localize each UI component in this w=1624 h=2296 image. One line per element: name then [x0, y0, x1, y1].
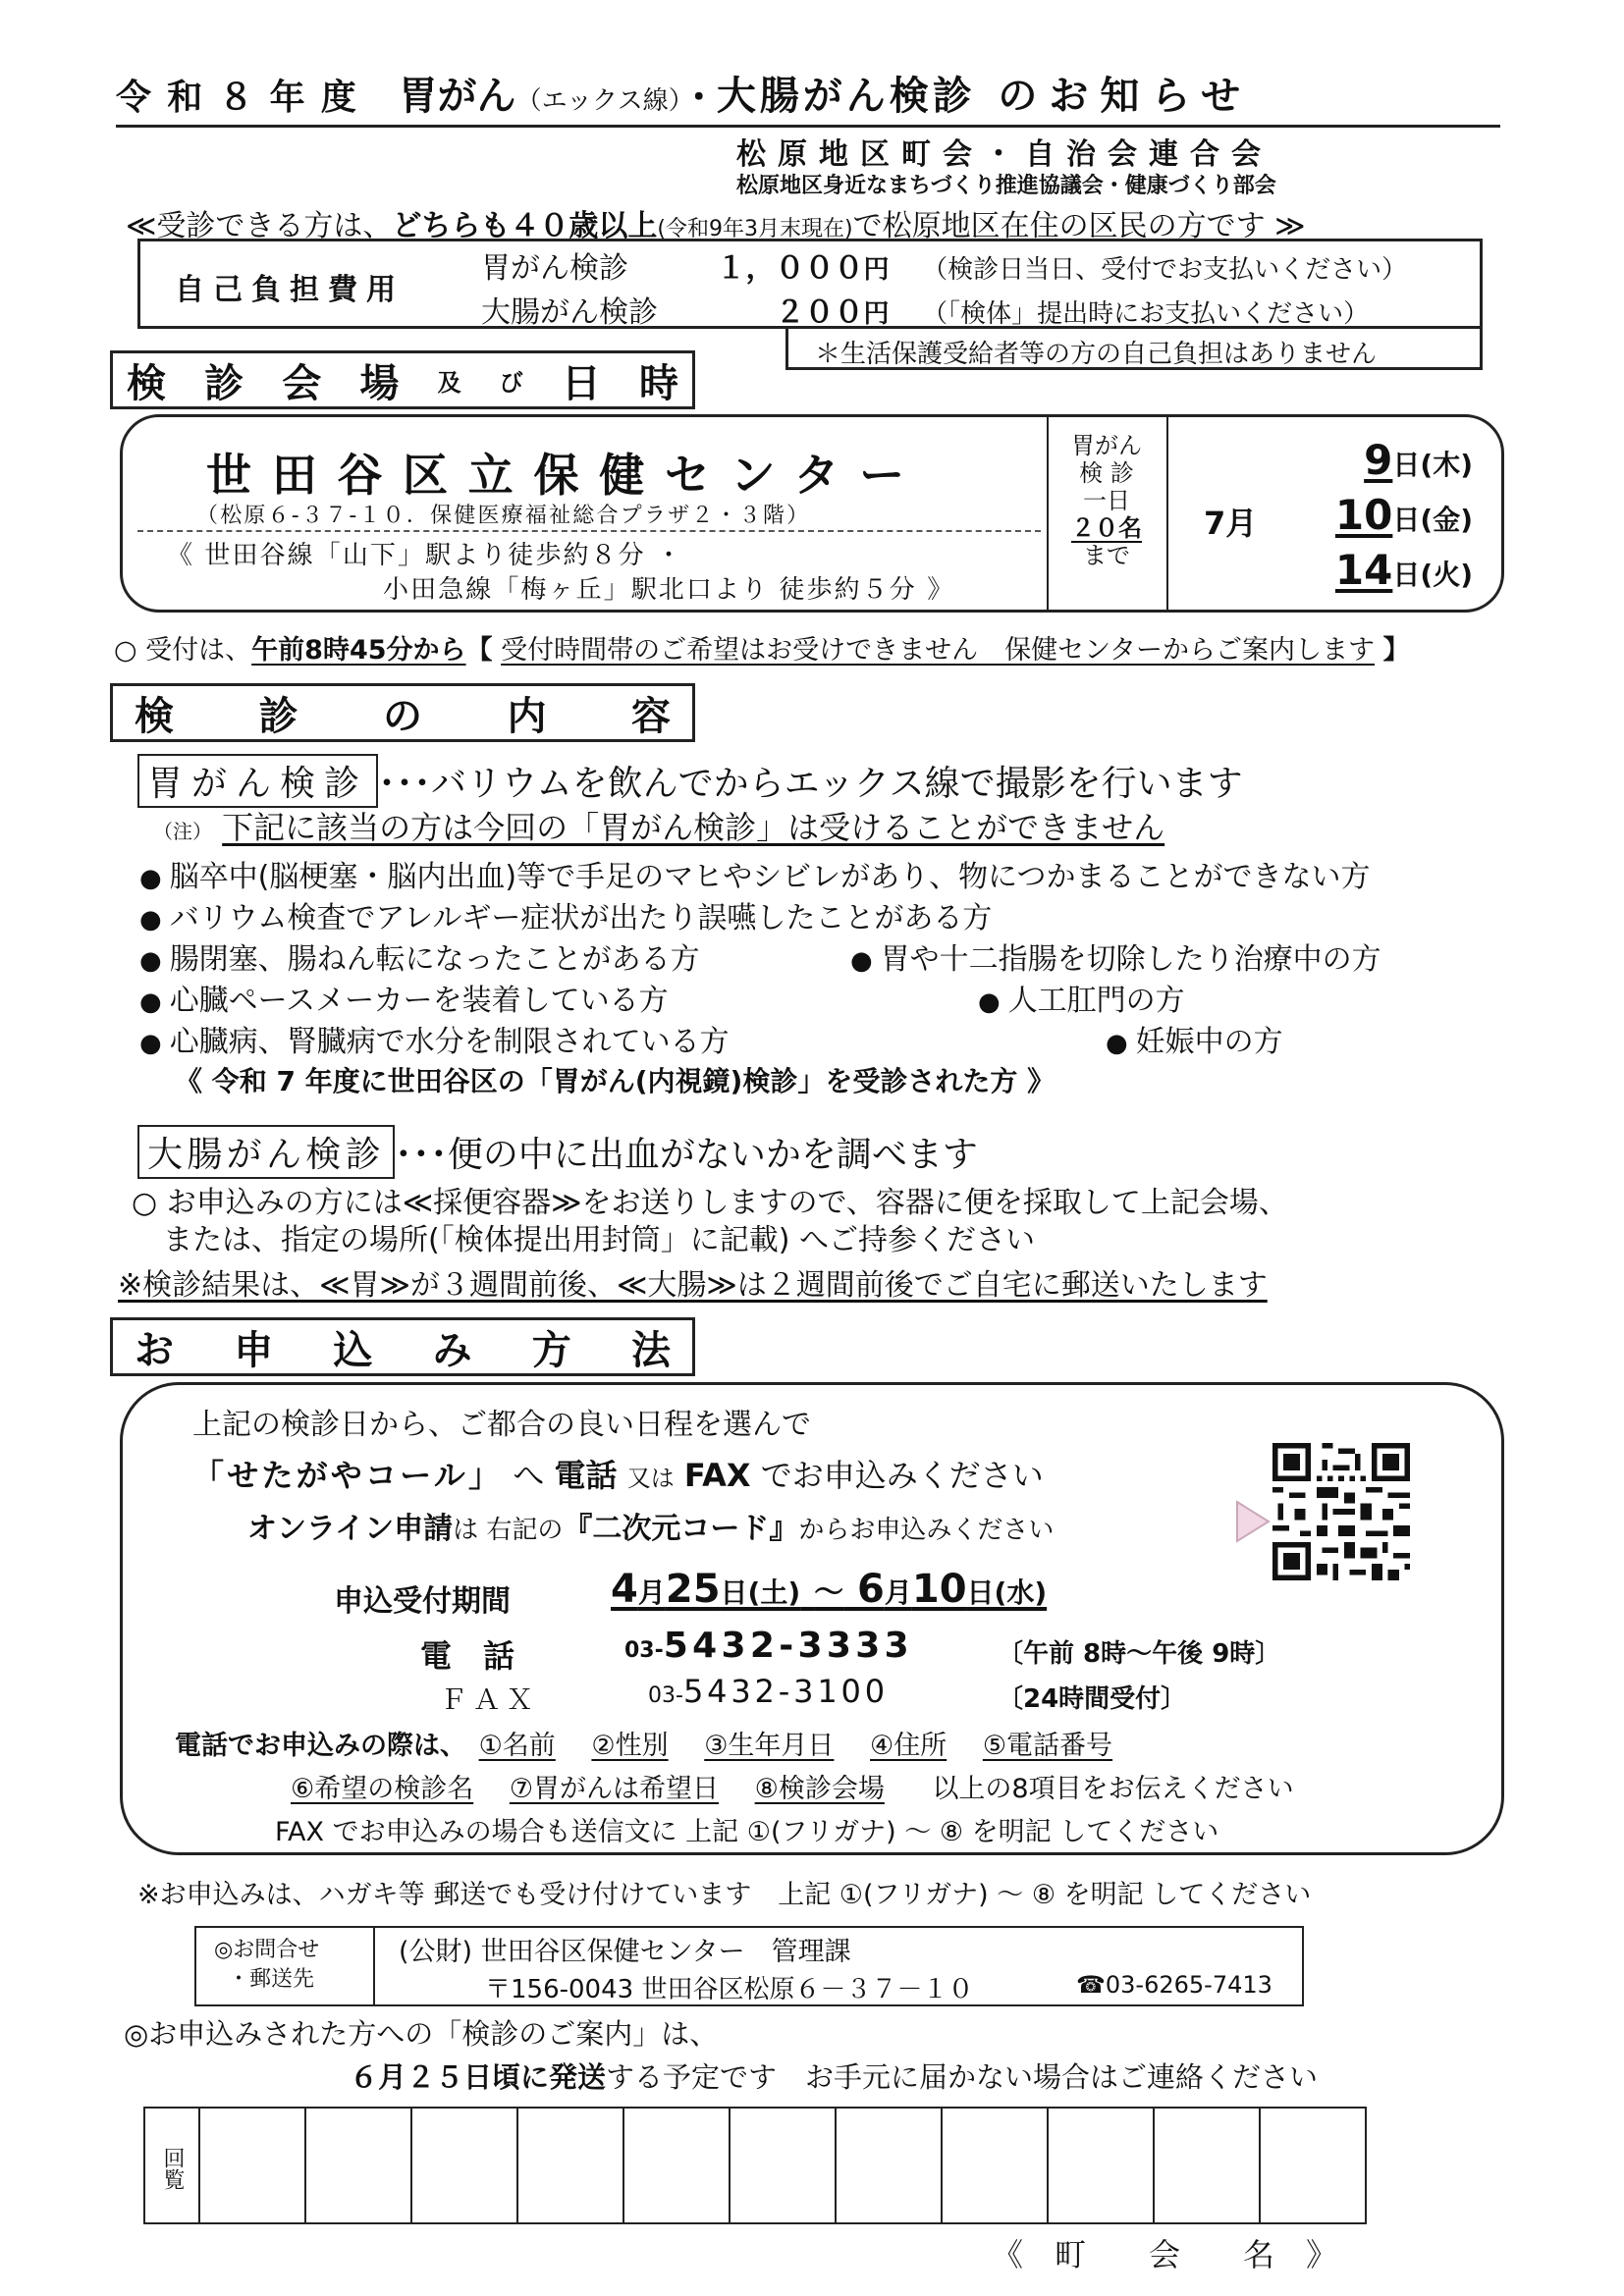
circulation-cell[interactable]: [623, 2108, 730, 2223]
cost-colon-unit: 円: [863, 299, 890, 329]
guide-date: ６月２５日頃に発送: [350, 2060, 607, 2094]
venue-heading-char: 及: [437, 368, 461, 397]
venue-heading-char: 日: [561, 360, 601, 406]
cost-colon-note: （「検体」提出時にお支払いください）: [922, 299, 1370, 329]
cost-gastric-name: 胃がん検診: [481, 251, 628, 286]
online-end: からお申込みください: [798, 1516, 1055, 1545]
tel-label: 電 話: [420, 1637, 515, 1675]
colon-line-2: または、指定の場所(「検体提出用封筒」に記載) へご持参ください: [163, 1223, 1035, 1257]
gastric-exclusion-item: ● 腸閉塞、腸ねん転になったことがある方: [139, 934, 700, 978]
cost-row-colon: [481, 288, 1369, 331]
tel-hours: 〔午前 8時～午後 9時〕: [998, 1639, 1281, 1669]
contact-tel[interactable]: ☎03-6265-7413: [1076, 1971, 1272, 1999]
period-start-weekday: 日(土): [720, 1576, 801, 1609]
reception-time: 午前8時45分から: [251, 635, 466, 666]
circulation-cell[interactable]: [942, 2108, 1048, 2223]
eligibility-date: (令和9年3月末現在): [657, 217, 853, 241]
circulation-cell[interactable]: [517, 2108, 623, 2223]
venue-divider-2: [1166, 416, 1168, 611]
gastric-desc: ･･･バリウムを飲んでからエックス線で撮影を行います: [378, 764, 1243, 804]
cost-gastric-unit: 円: [863, 255, 890, 285]
application-period: [611, 1567, 1047, 1612]
results-note: ※検診結果は、≪胃≫が３週間前後、≪大腸≫は２週間前後でご自宅に郵送いたします: [118, 1268, 1268, 1303]
call-fax: FAX: [683, 1457, 751, 1494]
fax-label: ＦＡＸ: [440, 1683, 539, 1716]
venue-heading-char: 会: [282, 360, 322, 406]
limit-line: まで: [1083, 542, 1130, 569]
title-notice: のお知らせ: [998, 74, 1253, 119]
date-weekday: (木): [1420, 449, 1473, 481]
title-dot: ・: [680, 78, 717, 118]
cost-colon-name: 大腸がん検診: [481, 295, 658, 330]
call-end: でお申込みください: [760, 1457, 1044, 1494]
items-intro: 電話でお申込みの際は、: [175, 1731, 466, 1761]
call-to: へ: [513, 1457, 545, 1494]
limit-line: 一日: [1083, 487, 1130, 514]
cost-label: 自己負担費用: [175, 273, 405, 307]
exempt-note: ＊生活保護受給者等の方の自己負担はありません: [815, 340, 1378, 369]
tel-main: 5432-3333: [663, 1626, 913, 1666]
month-char: 月: [637, 1576, 666, 1609]
org-name: 松原地区町会・自治会連合会: [736, 137, 1272, 172]
circulation-cell[interactable]: [1154, 2108, 1260, 2223]
circulation-table: [143, 2107, 1367, 2224]
circulation-cell[interactable]: [199, 2108, 305, 2223]
fax-hours: 〔24時間受付〕: [998, 1684, 1187, 1714]
content-heading-char: 容: [631, 693, 671, 739]
venue-dash-line: [137, 530, 1041, 532]
date-suffix: 日: [1392, 504, 1421, 536]
setagaya-call: 「せたがやコール」: [192, 1457, 504, 1494]
guide-line-2: [350, 2056, 1318, 2096]
fax-number[interactable]: [648, 1673, 889, 1710]
venue-access-2: 小田急線「梅ヶ丘」駅北口より 徒歩約５分 》: [383, 575, 955, 605]
date-day: 9: [1364, 436, 1393, 484]
tel-prefix: 03-: [624, 1638, 664, 1663]
circulation-cell[interactable]: [836, 2108, 942, 2223]
contact-address: 〒156-0043 世田谷区松原６－３７－１０: [485, 1975, 974, 2004]
limit-line: 胃がん: [1071, 432, 1142, 459]
cost-gastric-note: （検診日当日、受付でお支払いください）: [922, 255, 1408, 285]
period-start-day: 25: [665, 1567, 721, 1612]
venue-month: 7月: [1204, 505, 1258, 542]
online-code: 『二次元コード』: [563, 1512, 799, 1546]
postal-note: ※お申込みは、ハガキ等 郵送でも受け付けています 上記 ①(フリガナ) ～ ⑧ を明記 してください: [137, 1880, 1312, 1910]
contact-label: [214, 1936, 319, 1995]
gastric-exclusion-item: ● 脳卒中(脳梗塞・脳内出血)等で手足のマヒやシビレがあり、物につかまることができない方: [139, 852, 1371, 895]
gastric-endoscopy-note: 《 令和 7 年度に世田谷区の「胃がん(内視鏡)検診」を受診された方 》: [175, 1065, 1056, 1097]
tel-number[interactable]: [624, 1626, 913, 1666]
venue-date-2: [1267, 491, 1473, 539]
gastric-note-mark: （注）: [153, 820, 212, 843]
gastric-exclusion-item: ● 人工肛門の方: [978, 976, 1185, 1019]
limit-line: 検 診: [1079, 459, 1134, 487]
arrow-icon: [1235, 1500, 1271, 1547]
call-or: 又は: [626, 1465, 675, 1492]
date-day: 10: [1334, 491, 1393, 539]
required-item: ⑤電話番号: [982, 1731, 1113, 1761]
reception-open: 【: [465, 635, 493, 666]
gastric-note: [153, 803, 1164, 848]
circulation-label-text: 回覧: [160, 2147, 185, 2190]
reception-pre: ○ 受付は、: [114, 635, 252, 666]
fax-application-note: FAX でお申込みの場合も送信文に 上記 ①(フリガナ) ～ ⑧ を明記 してください: [275, 1817, 1219, 1847]
period-start-month: 4: [611, 1567, 638, 1612]
apply-call-line: [192, 1451, 1044, 1496]
cost-row-gastric: [481, 243, 1407, 287]
title-igan: 胃がん: [398, 74, 516, 119]
title-daicho: 大腸がん検診: [716, 74, 976, 119]
cost-colon-amount: ２００: [775, 295, 864, 330]
fax-main: 5432-3100: [682, 1673, 889, 1710]
section-venue-heading: [110, 350, 695, 409]
period-end-weekday: 日(水): [966, 1576, 1048, 1609]
online-mid: は 右記の: [453, 1516, 564, 1545]
gastric-limit: [1047, 432, 1166, 569]
period-sep: ～: [814, 1575, 844, 1610]
venue-name: 世田谷区立保健センター: [206, 449, 925, 502]
venue-date-3: [1267, 546, 1473, 594]
date-day: 14: [1334, 546, 1393, 594]
page-title: [116, 65, 1500, 128]
colon-label: 大腸がん検診: [137, 1125, 395, 1179]
apply-heading-char: 方: [531, 1327, 571, 1373]
date-weekday: (火): [1420, 559, 1473, 591]
period-end-month: 6: [857, 1567, 885, 1612]
gastric-label: 胃がん検診: [137, 754, 378, 808]
content-heading-char: 内: [507, 693, 547, 739]
town-name-label: 《 町 会 名 》: [992, 2236, 1338, 2273]
content-heading-char: の: [383, 693, 422, 739]
colon-heading: [137, 1125, 978, 1179]
venue-heading-char: び: [499, 368, 523, 397]
colon-desc: ･･･便の中に出血がないかを調べます: [394, 1135, 978, 1175]
eligibility-pre: ≪受診できる方は、: [126, 209, 393, 243]
section-apply-heading: [110, 1317, 695, 1376]
required-item: ①名前: [478, 1731, 556, 1761]
apply-heading-char: 法: [630, 1327, 671, 1373]
apply-heading-char: お: [135, 1327, 174, 1373]
title-xray: （エックス線）: [515, 86, 681, 116]
contact-label-1: ◎お問合せ: [214, 1938, 320, 1962]
venue-heading-char: 時: [638, 360, 678, 406]
online-application: オンライン申請: [247, 1512, 454, 1546]
title-reiwa: 令和８年度: [116, 78, 373, 118]
guide-line-1: ◎お申込みされた方への「検診のご案内」は、: [124, 2017, 719, 2051]
circulation-cell[interactable]: [305, 2108, 411, 2223]
required-items-row-2: [291, 1767, 1294, 1805]
contact-org: (公財) 世田谷区保健センター 管理課: [399, 1937, 851, 1967]
cost-gastric-amount: １，０００: [716, 251, 864, 286]
content-heading-char: 診: [258, 693, 298, 739]
contact-divider: [373, 1926, 375, 2006]
circulation-cell[interactable]: [730, 2108, 836, 2223]
circulation-cell[interactable]: [1048, 2108, 1154, 2223]
eligibility-post: で松原地区在住の区民の方です ≫: [852, 209, 1306, 243]
required-items-row-1: [175, 1724, 1112, 1762]
apply-online-line: [247, 1504, 1054, 1547]
required-item: ⑥希望の検診名: [291, 1774, 474, 1804]
gastric-exclusion-item: ● バリウム検査でアレルギー症状が出たり誤嚥したことがある方: [139, 893, 992, 936]
apply-heading-char: み: [432, 1327, 472, 1373]
period-label: 申込受付期間: [334, 1584, 511, 1619]
gastric-exclusion-item: ● 妊娠中の方: [1106, 1017, 1283, 1060]
gastric-heading: [137, 754, 1243, 808]
apply-heading-char: 申: [234, 1327, 274, 1373]
required-item: ③生年月日: [704, 1731, 835, 1761]
required-item: ④住所: [870, 1731, 947, 1761]
circulation-label: [144, 2108, 199, 2223]
org-subname: 松原地区身近なまちづくり推進協議会・健康づくり部会: [736, 173, 1276, 198]
month-char: 月: [884, 1576, 912, 1609]
gastric-exclusion-item: ● 胃や十二指腸を切除したり治療中の方: [850, 934, 1381, 978]
required-item: ⑧検診会場: [754, 1774, 885, 1804]
call-phone: 電話: [554, 1457, 618, 1494]
required-item: ⑦胃がんは希望日: [509, 1774, 720, 1804]
gastric-note-text: 下記に該当の方は今回の「胃がん検診」は受けることができません: [222, 809, 1165, 846]
venue-date-1: [1267, 436, 1473, 484]
reception-note: 受付時間帯のご希望はお受けできません 保健センターからご案内します: [501, 635, 1376, 666]
fax-prefix: 03-: [648, 1683, 683, 1708]
apply-line-1: 上記の検診日から、ご都合の良い日程を選んで: [192, 1408, 811, 1442]
colon-line-1: ○ お申込みの方には≪採便容器≫をお送りしますので、容器に便を採取して上記会場、: [132, 1186, 1288, 1220]
date-weekday: (金): [1420, 504, 1473, 536]
content-heading-char: 検: [135, 693, 174, 739]
limit-line: ２０名: [1071, 514, 1142, 542]
venue-address: （松原６-３７-１０．保健医療福祉総合プラザ２・３階）: [196, 504, 811, 528]
gastric-exclusion-item: ● 心臓ペースメーカーを装着している方: [139, 976, 669, 1019]
date-suffix: 日: [1392, 559, 1421, 591]
venue-heading-char: 診: [204, 360, 244, 406]
circulation-cell[interactable]: [1260, 2108, 1366, 2223]
venue-heading-char: 検: [127, 360, 166, 406]
reception-line: [114, 628, 1410, 667]
contact-label-2: ・郵送先: [228, 1967, 315, 1992]
period-end-day: 10: [911, 1567, 967, 1612]
qr-code-icon[interactable]: [1272, 1443, 1410, 1580]
eligibility-age: どちらも４０歳以上: [392, 209, 658, 243]
reception-close: 】: [1382, 635, 1410, 666]
section-content-heading: [110, 683, 695, 742]
date-suffix: 日: [1392, 449, 1421, 481]
gastric-exclusion-item: ● 心臓病、腎臓病で水分を制限されている方: [139, 1017, 730, 1060]
items-end: 以上の8項目をお伝えください: [932, 1774, 1294, 1804]
venue-heading-char: 場: [359, 360, 400, 406]
required-item: ②性別: [591, 1731, 669, 1761]
guide-rest: する予定です お手元に届かない場合はご連絡ください: [606, 2060, 1319, 2094]
circulation-cell[interactable]: [411, 2108, 517, 2223]
apply-heading-char: 込: [333, 1327, 373, 1373]
venue-access-1: 《 世田谷線「山下」駅より徒歩約８分 ・: [167, 541, 684, 570]
